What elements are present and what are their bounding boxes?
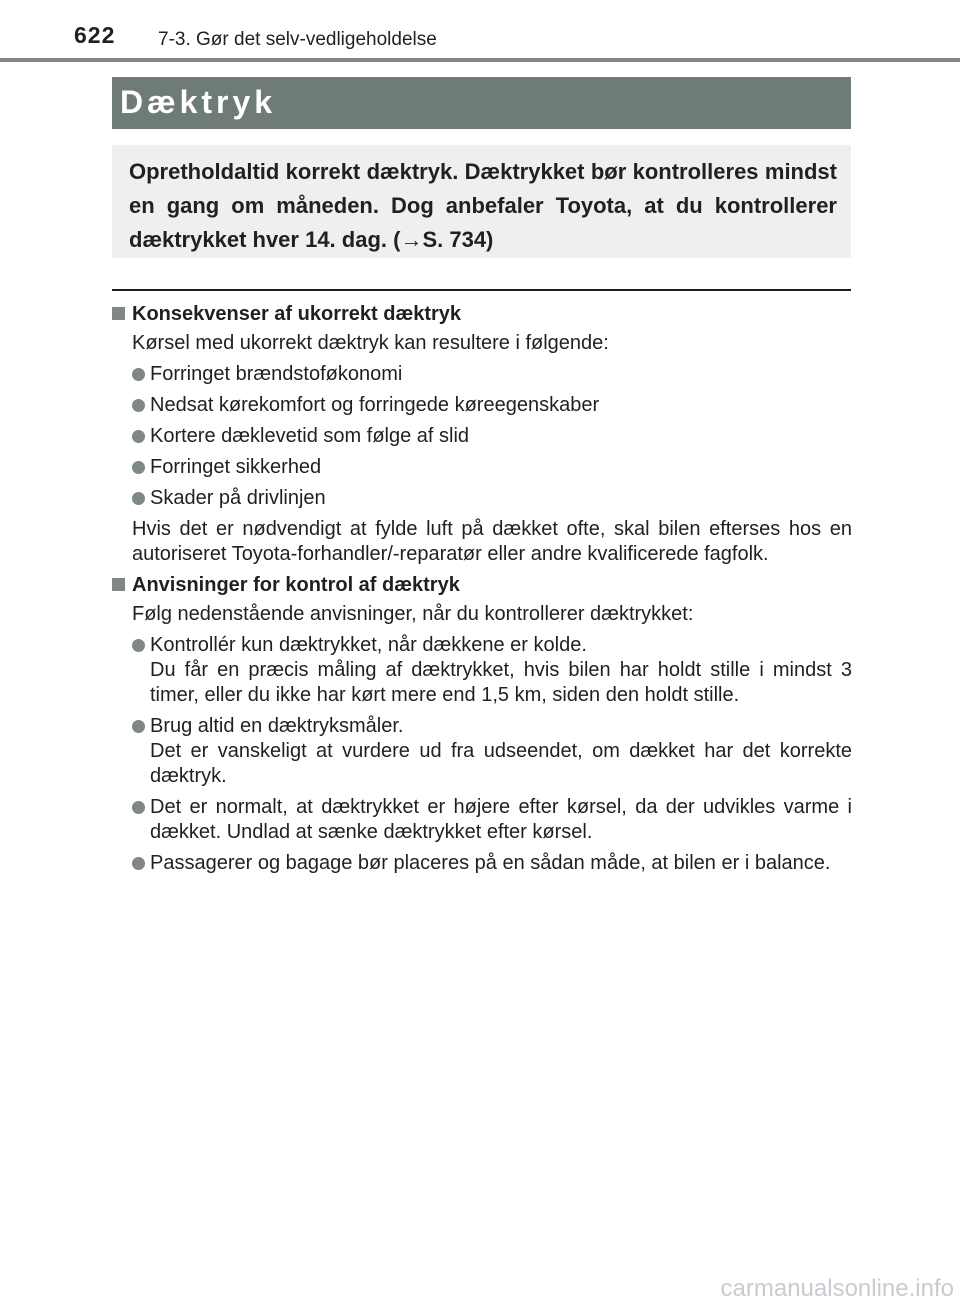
list-item-text: Det er normalt, at dæktrykket er højere efter kørsel, da der udvikles varme i dækket. Undlad at sænke dæktrykket efter kørsel. xyxy=(150,796,852,843)
list-item-text: Nedsat kørekomfort og forringede køreegenskaber xyxy=(150,394,600,416)
section-closing: Hvis det er nødvendigt at fylde luft på dækket ofte, skal bilen efterses hos en autoriseret Toyota-forhandler/-reparatør eller andre kvalificerede fagfolk. xyxy=(132,518,852,565)
section-reference: 7-3. Gør det selv-vedligeholdelse xyxy=(158,29,437,50)
list-item xyxy=(112,393,852,418)
header-rule xyxy=(0,58,960,62)
bullet-dot-icon xyxy=(132,639,145,652)
list-item-detail: Du får en præcis måling af dæktrykket, hvis bilen har holdt stille i mindst 3 timer, eller du ikke har kørt mere end 1,5 km, siden den holdt stille. xyxy=(150,659,852,706)
list-item-text: Kortere dæklevetid som følge af slid xyxy=(150,425,470,447)
bullet-dot-icon xyxy=(132,461,145,474)
list-item-text: Kontrollér kun dæktrykket, når dækkene er kolde. xyxy=(150,634,587,656)
list-item-text: Skader på drivlinjen xyxy=(150,487,326,509)
consequences-list xyxy=(112,362,852,511)
section-lead: Kørsel med ukorrekt dæktryk kan resultere i følgende: xyxy=(132,332,609,354)
square-bullet-icon xyxy=(112,578,125,591)
list-item xyxy=(112,486,852,511)
list-item-detail: Det er vanskeligt at vurdere ud fra udseendet, om dækket har det korrekte dæktryk. xyxy=(150,740,852,787)
list-item xyxy=(112,633,852,708)
bullet-dot-icon xyxy=(132,492,145,505)
intro-box xyxy=(112,145,851,258)
list-item-text: Brug altid en dæktryksmåler. xyxy=(150,715,404,737)
page-header xyxy=(0,0,960,62)
intro-text: Opretholdaltid korrekt dæktryk. Dæktrykket bør kontrolleres mindst en gang om måneden. Dog anbefaler Toyota, at du kontrollerer dæktrykket hver 14. dag. (→S. 734) xyxy=(129,159,837,252)
list-item xyxy=(112,455,852,480)
bullet-dot-icon xyxy=(132,720,145,733)
list-item-text: Forringet brændstoføkonomi xyxy=(150,363,403,385)
list-item xyxy=(112,714,852,789)
list-item xyxy=(112,362,852,387)
instructions-list xyxy=(112,633,852,876)
list-item xyxy=(112,424,852,449)
list-item-text: Passagerer og bagage bør placeres på en sådan måde, at bilen er i balance. xyxy=(150,852,831,874)
page-title: Dæktryk xyxy=(120,84,277,120)
title-bar xyxy=(112,77,851,129)
section-heading-consequences xyxy=(112,302,852,327)
section-heading-text: Konsekvenser af ukorrekt dæktryk xyxy=(132,303,462,325)
list-item-text: Forringet sikkerhed xyxy=(150,456,322,478)
bullet-dot-icon xyxy=(132,399,145,412)
section-heading-text: Anvisninger for kontrol af dæktryk xyxy=(132,574,460,596)
list-item xyxy=(112,851,852,876)
bullet-dot-icon xyxy=(132,857,145,870)
bullet-dot-icon xyxy=(132,430,145,443)
page-number: 622 xyxy=(74,22,116,48)
section-divider xyxy=(112,289,851,291)
list-item xyxy=(112,795,852,845)
bullet-dot-icon xyxy=(132,801,145,814)
square-bullet-icon xyxy=(112,307,125,320)
main-content xyxy=(112,297,852,882)
bullet-dot-icon xyxy=(132,368,145,381)
section-heading-instructions xyxy=(112,573,852,598)
section-lead: Følg nedenstående anvisninger, når du kontrollerer dæktrykket: xyxy=(132,603,694,625)
watermark: carmanualsonline.info xyxy=(720,1275,954,1302)
